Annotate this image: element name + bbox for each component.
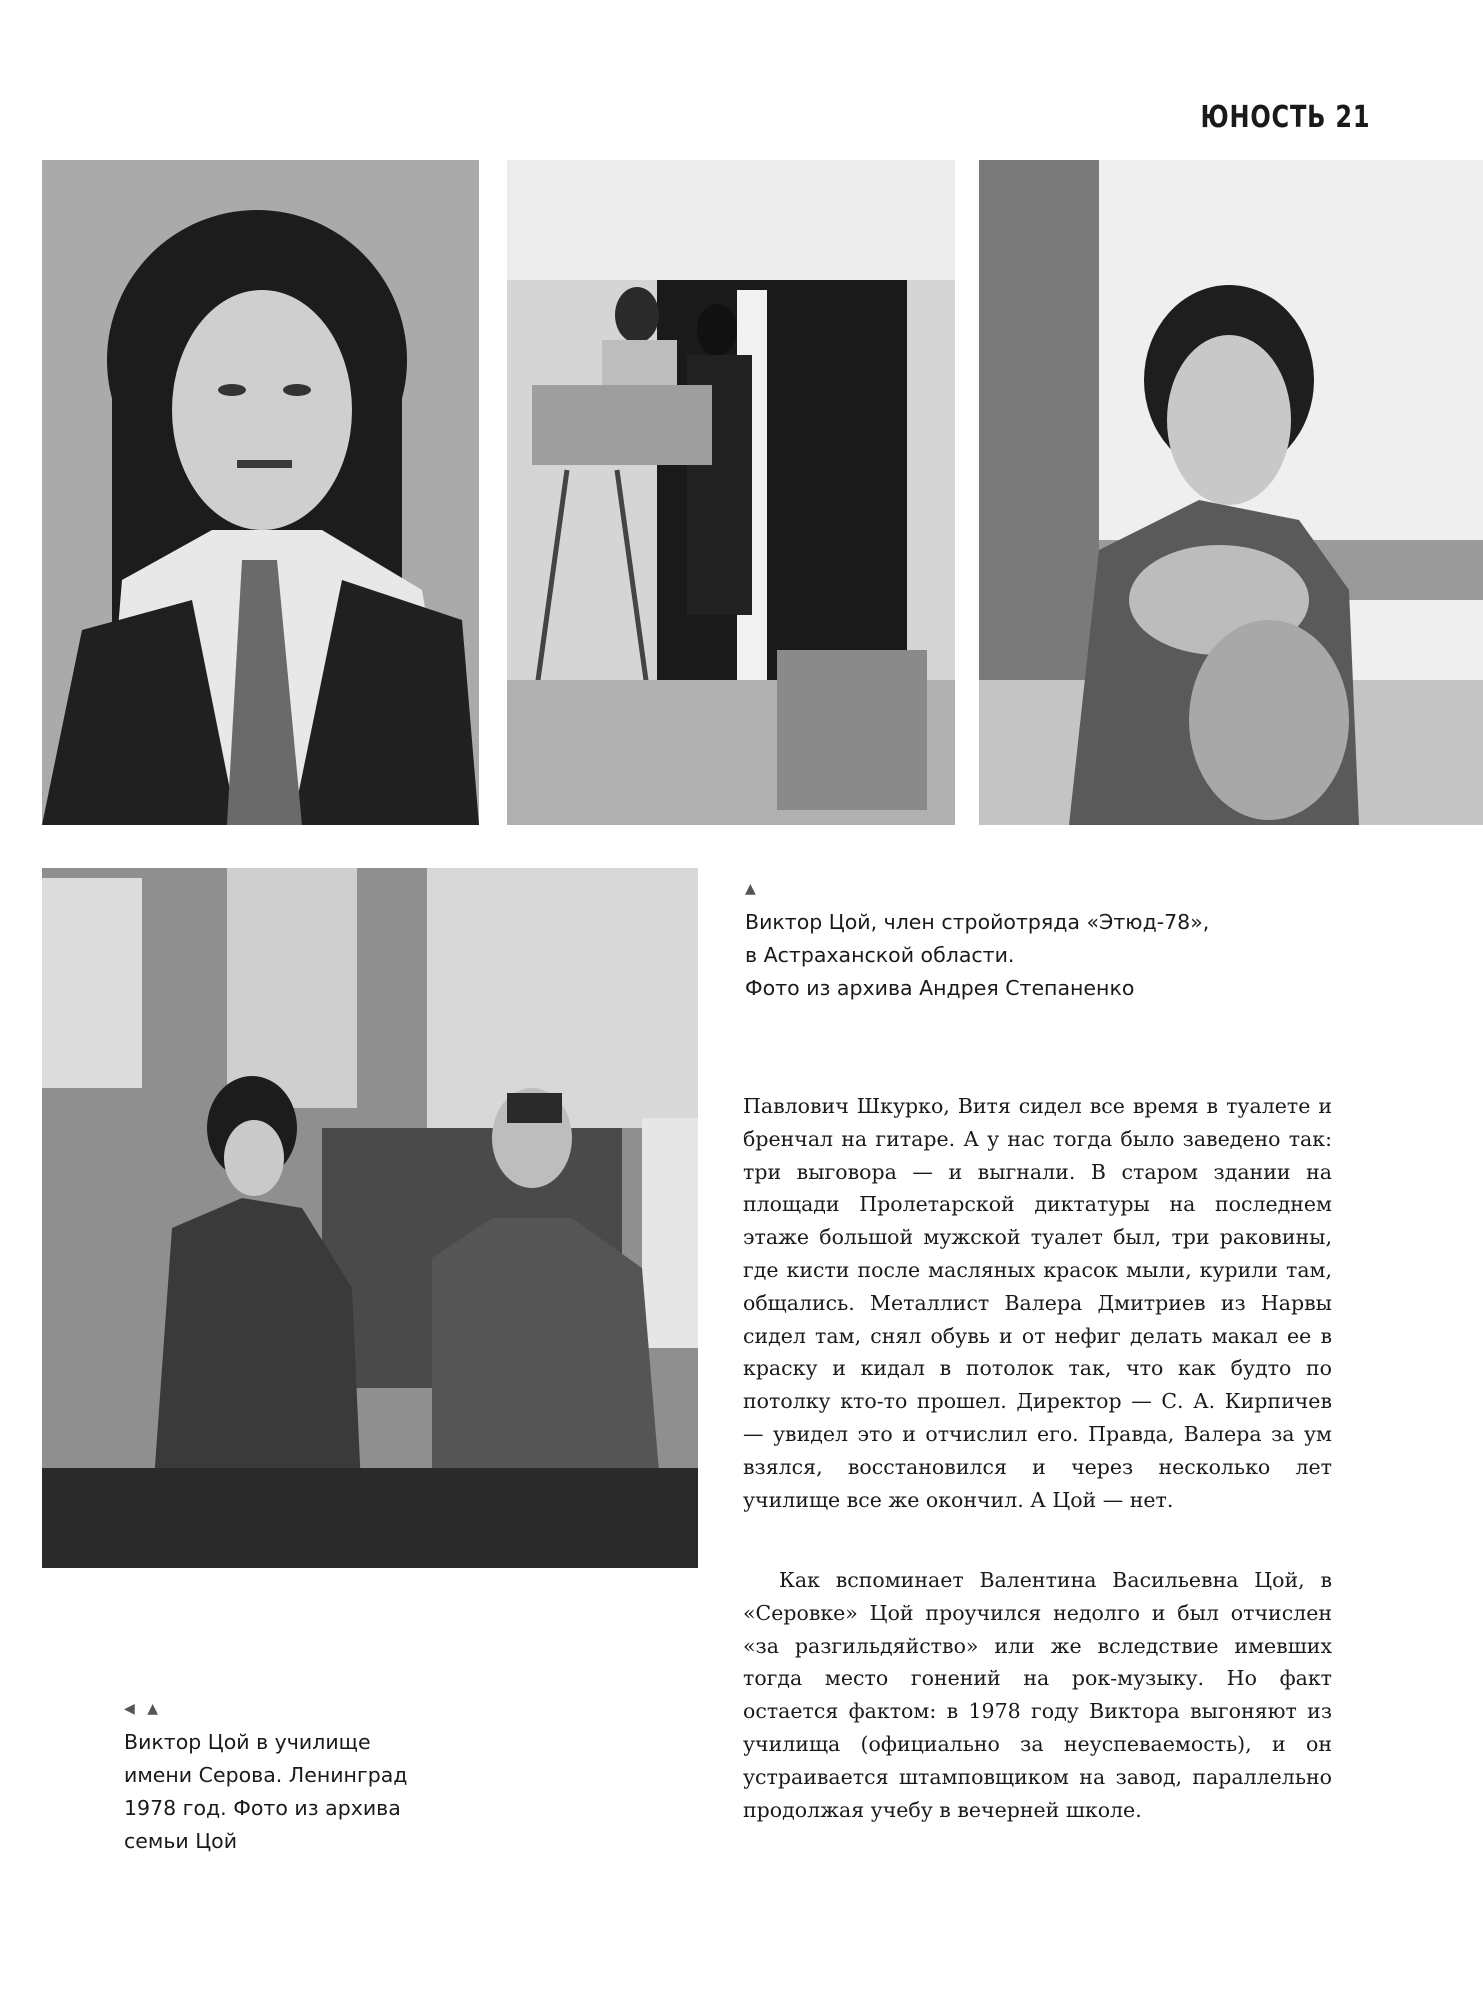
page-number: 21 bbox=[1335, 100, 1370, 135]
stage-photo bbox=[507, 160, 955, 825]
paragraph-text: Павлович Шкурко, Витя сидел все время в туалете и бренчал на гитаре. А у нас тогда было заведено так: три выговора — и выгнали. В старом здании на площади Пролетарской диктатуры на последнем этаже большой мужской туалет был, три раковины, где кисти после масляных красок мыли, курили там, общались. Металлист Валера Дмитриев из Нарвы сидел там, снял обувь и от нефиг делать макал ее в краску и кидал в потолок так, что как будто по потолку кто-то прошел. Директор — С. А. Кирпичев — увидел это и отчислил его. Правда, Валера за ум взялся, восстановился и через несколько лет училище все же окончил. А Цой — нет. bbox=[743, 1094, 1332, 1512]
caption-line: имени Серова. Ленинград bbox=[124, 1763, 408, 1787]
paragraph-text: Как вспоминает Валентина Васильевна Цой, в «Серовке» Цой проучился недолго и был отчислен «за разгильдяйство» или же вследствие имевших тогда место гонений на рок-музыку. Но факт остается фактом: в 1978 году Виктора выгоняют из училища (официально за неуспеваемость), и он устраивается штамповщиком на завод, параллельно продолжая учебу в вечерней школе. bbox=[743, 1568, 1332, 1822]
outdoor-photo bbox=[979, 160, 1483, 825]
page-header bbox=[1200, 100, 1370, 135]
section-title: ЮНОСТЬ bbox=[1200, 100, 1326, 135]
left-up-arrow-icon: ◀ ▲ bbox=[124, 1701, 162, 1717]
up-arrow-icon: ▲ bbox=[745, 881, 760, 897]
caption-line: 1978 год. Фото из архива bbox=[124, 1796, 401, 1820]
caption-bottom bbox=[124, 1700, 454, 1858]
caption-line: Фото из архива Андрея Степаненко bbox=[745, 976, 1135, 1000]
caption-line: семьи Цой bbox=[124, 1829, 238, 1853]
caption-line: Виктор Цой в училище bbox=[124, 1730, 371, 1754]
body-paragraph-2 bbox=[743, 1564, 1332, 1826]
body-paragraph-1 bbox=[743, 1090, 1332, 1516]
school-photo bbox=[42, 868, 698, 1568]
caption-line: Виктор Цой, член стройотряда «Этюд-78», bbox=[745, 910, 1210, 934]
caption-top bbox=[745, 880, 1305, 1005]
portrait-photo bbox=[42, 160, 479, 825]
caption-line: в Астраханской области. bbox=[745, 943, 1015, 967]
